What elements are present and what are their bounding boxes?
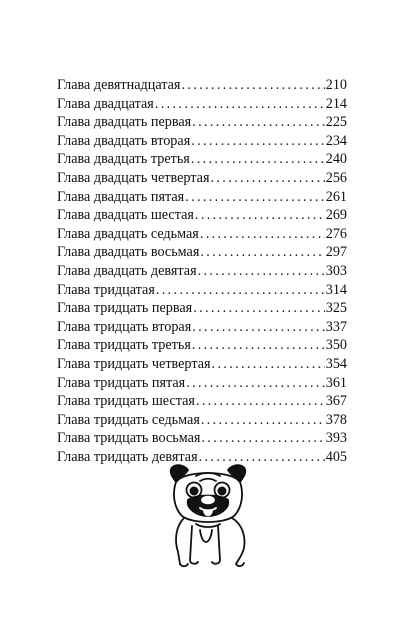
toc-leader-dots (156, 281, 325, 300)
toc-entry-page: 367 (325, 393, 347, 410)
toc-entry-title: Глава двадцать пятая (57, 188, 185, 205)
toc-entry-title: Глава тридцать третья (57, 337, 191, 354)
toc-entry-page: 234 (325, 132, 347, 149)
toc-entry-title: Глава тридцать седьмая (57, 411, 200, 428)
toc-entry-page: 269 (325, 207, 347, 224)
toc-entry-page: 303 (325, 262, 347, 279)
toc-entry-page: 361 (325, 374, 347, 391)
toc-entry[interactable] (57, 95, 347, 114)
toc-entry-page: 276 (325, 225, 347, 242)
toc-entry[interactable] (57, 262, 347, 281)
toc-leader-dots (200, 243, 324, 262)
toc-entry-page: 350 (325, 337, 347, 354)
toc-entry[interactable] (57, 336, 347, 355)
toc-leader-dots (185, 188, 325, 207)
toc-entry[interactable] (57, 411, 347, 430)
toc-entry-page: 393 (325, 430, 347, 447)
toc-entry[interactable] (57, 150, 347, 169)
toc-entry-title: Глава двадцать четвертая (57, 169, 210, 186)
toc-entry[interactable] (57, 243, 347, 262)
toc-entry-title: Глава тридцать восьмая (57, 430, 201, 447)
toc-entry-title: Глава двадцатая (57, 95, 154, 112)
table-of-contents (57, 76, 347, 466)
toc-entry-page: 314 (325, 281, 347, 298)
toc-entry-title: Глава тридцатая (57, 281, 155, 298)
toc-leader-dots (192, 113, 325, 132)
toc-entry-title: Глава двадцать седьмая (57, 225, 199, 242)
toc-entry[interactable] (57, 429, 347, 448)
toc-leader-dots (155, 95, 325, 114)
toc-entry[interactable] (57, 374, 347, 393)
toc-entry[interactable] (57, 318, 347, 337)
toc-leader-dots (211, 169, 325, 188)
toc-entry[interactable] (57, 188, 347, 207)
toc-entry-title: Глава двадцать вторая (57, 132, 191, 149)
toc-leader-dots (191, 132, 324, 151)
toc-leader-dots (192, 318, 324, 337)
toc-entry[interactable] (57, 113, 347, 132)
toc-entry[interactable] (57, 225, 347, 244)
toc-entry[interactable] (57, 355, 347, 374)
toc-entry-page: 378 (325, 411, 347, 428)
toc-leader-dots (200, 225, 325, 244)
toc-leader-dots (212, 355, 325, 374)
toc-entry[interactable] (57, 392, 347, 411)
toc-entry-page: 240 (325, 151, 347, 168)
toc-entry-title: Глава двадцать первая (57, 114, 192, 131)
toc-entry[interactable] (57, 169, 347, 188)
toc-leader-dots (195, 206, 325, 225)
toc-entry-page: 354 (325, 355, 347, 372)
toc-entry[interactable] (57, 76, 347, 95)
toc-leader-dots (196, 392, 325, 411)
pug-icon (158, 460, 258, 570)
toc-entry-title: Глава тридцать пятая (57, 374, 186, 391)
toc-leader-dots (191, 150, 325, 169)
toc-leader-dots (198, 262, 325, 281)
toc-entry-page: 225 (325, 114, 347, 131)
toc-entry-page: 405 (325, 448, 347, 465)
toc-leader-dots (186, 374, 325, 393)
toc-entry-title: Глава тридцать девятая (57, 448, 198, 465)
toc-entry-title: Глава тридцать шестая (57, 393, 195, 410)
toc-entry-page: 214 (325, 95, 347, 112)
toc-entry-title: Глава двадцать третья (57, 151, 190, 168)
toc-entry[interactable] (57, 281, 347, 300)
toc-entry-title: Глава тридцать вторая (57, 318, 192, 335)
toc-entry[interactable] (57, 132, 347, 151)
toc-entry-page: 325 (325, 300, 347, 317)
toc-leader-dots (201, 429, 324, 448)
toc-entry[interactable] (57, 206, 347, 225)
toc-leader-dots (193, 299, 325, 318)
toc-entry-title: Глава двадцать восьмая (57, 244, 200, 261)
toc-entry-page: 337 (325, 318, 347, 335)
toc-entry-page: 210 (325, 77, 347, 93)
toc-leader-dots (201, 411, 325, 430)
toc-leader-dots (192, 336, 325, 355)
toc-entry-title: Глава двадцать девятая (57, 262, 197, 279)
toc-entry-title: Глава тридцать четвертая (57, 355, 211, 372)
toc-entry-page: 261 (325, 188, 347, 205)
toc-entry-page: 297 (325, 244, 347, 261)
toc-leader-dots (181, 76, 324, 95)
toc-entry-title: Глава тридцать первая (57, 300, 193, 317)
toc-entry-title: Глава девятнадцатая (57, 77, 181, 93)
toc-entry-page: 256 (325, 169, 347, 186)
toc-entry[interactable] (57, 299, 347, 318)
toc-entry-title: Глава двадцать шестая (57, 207, 194, 224)
